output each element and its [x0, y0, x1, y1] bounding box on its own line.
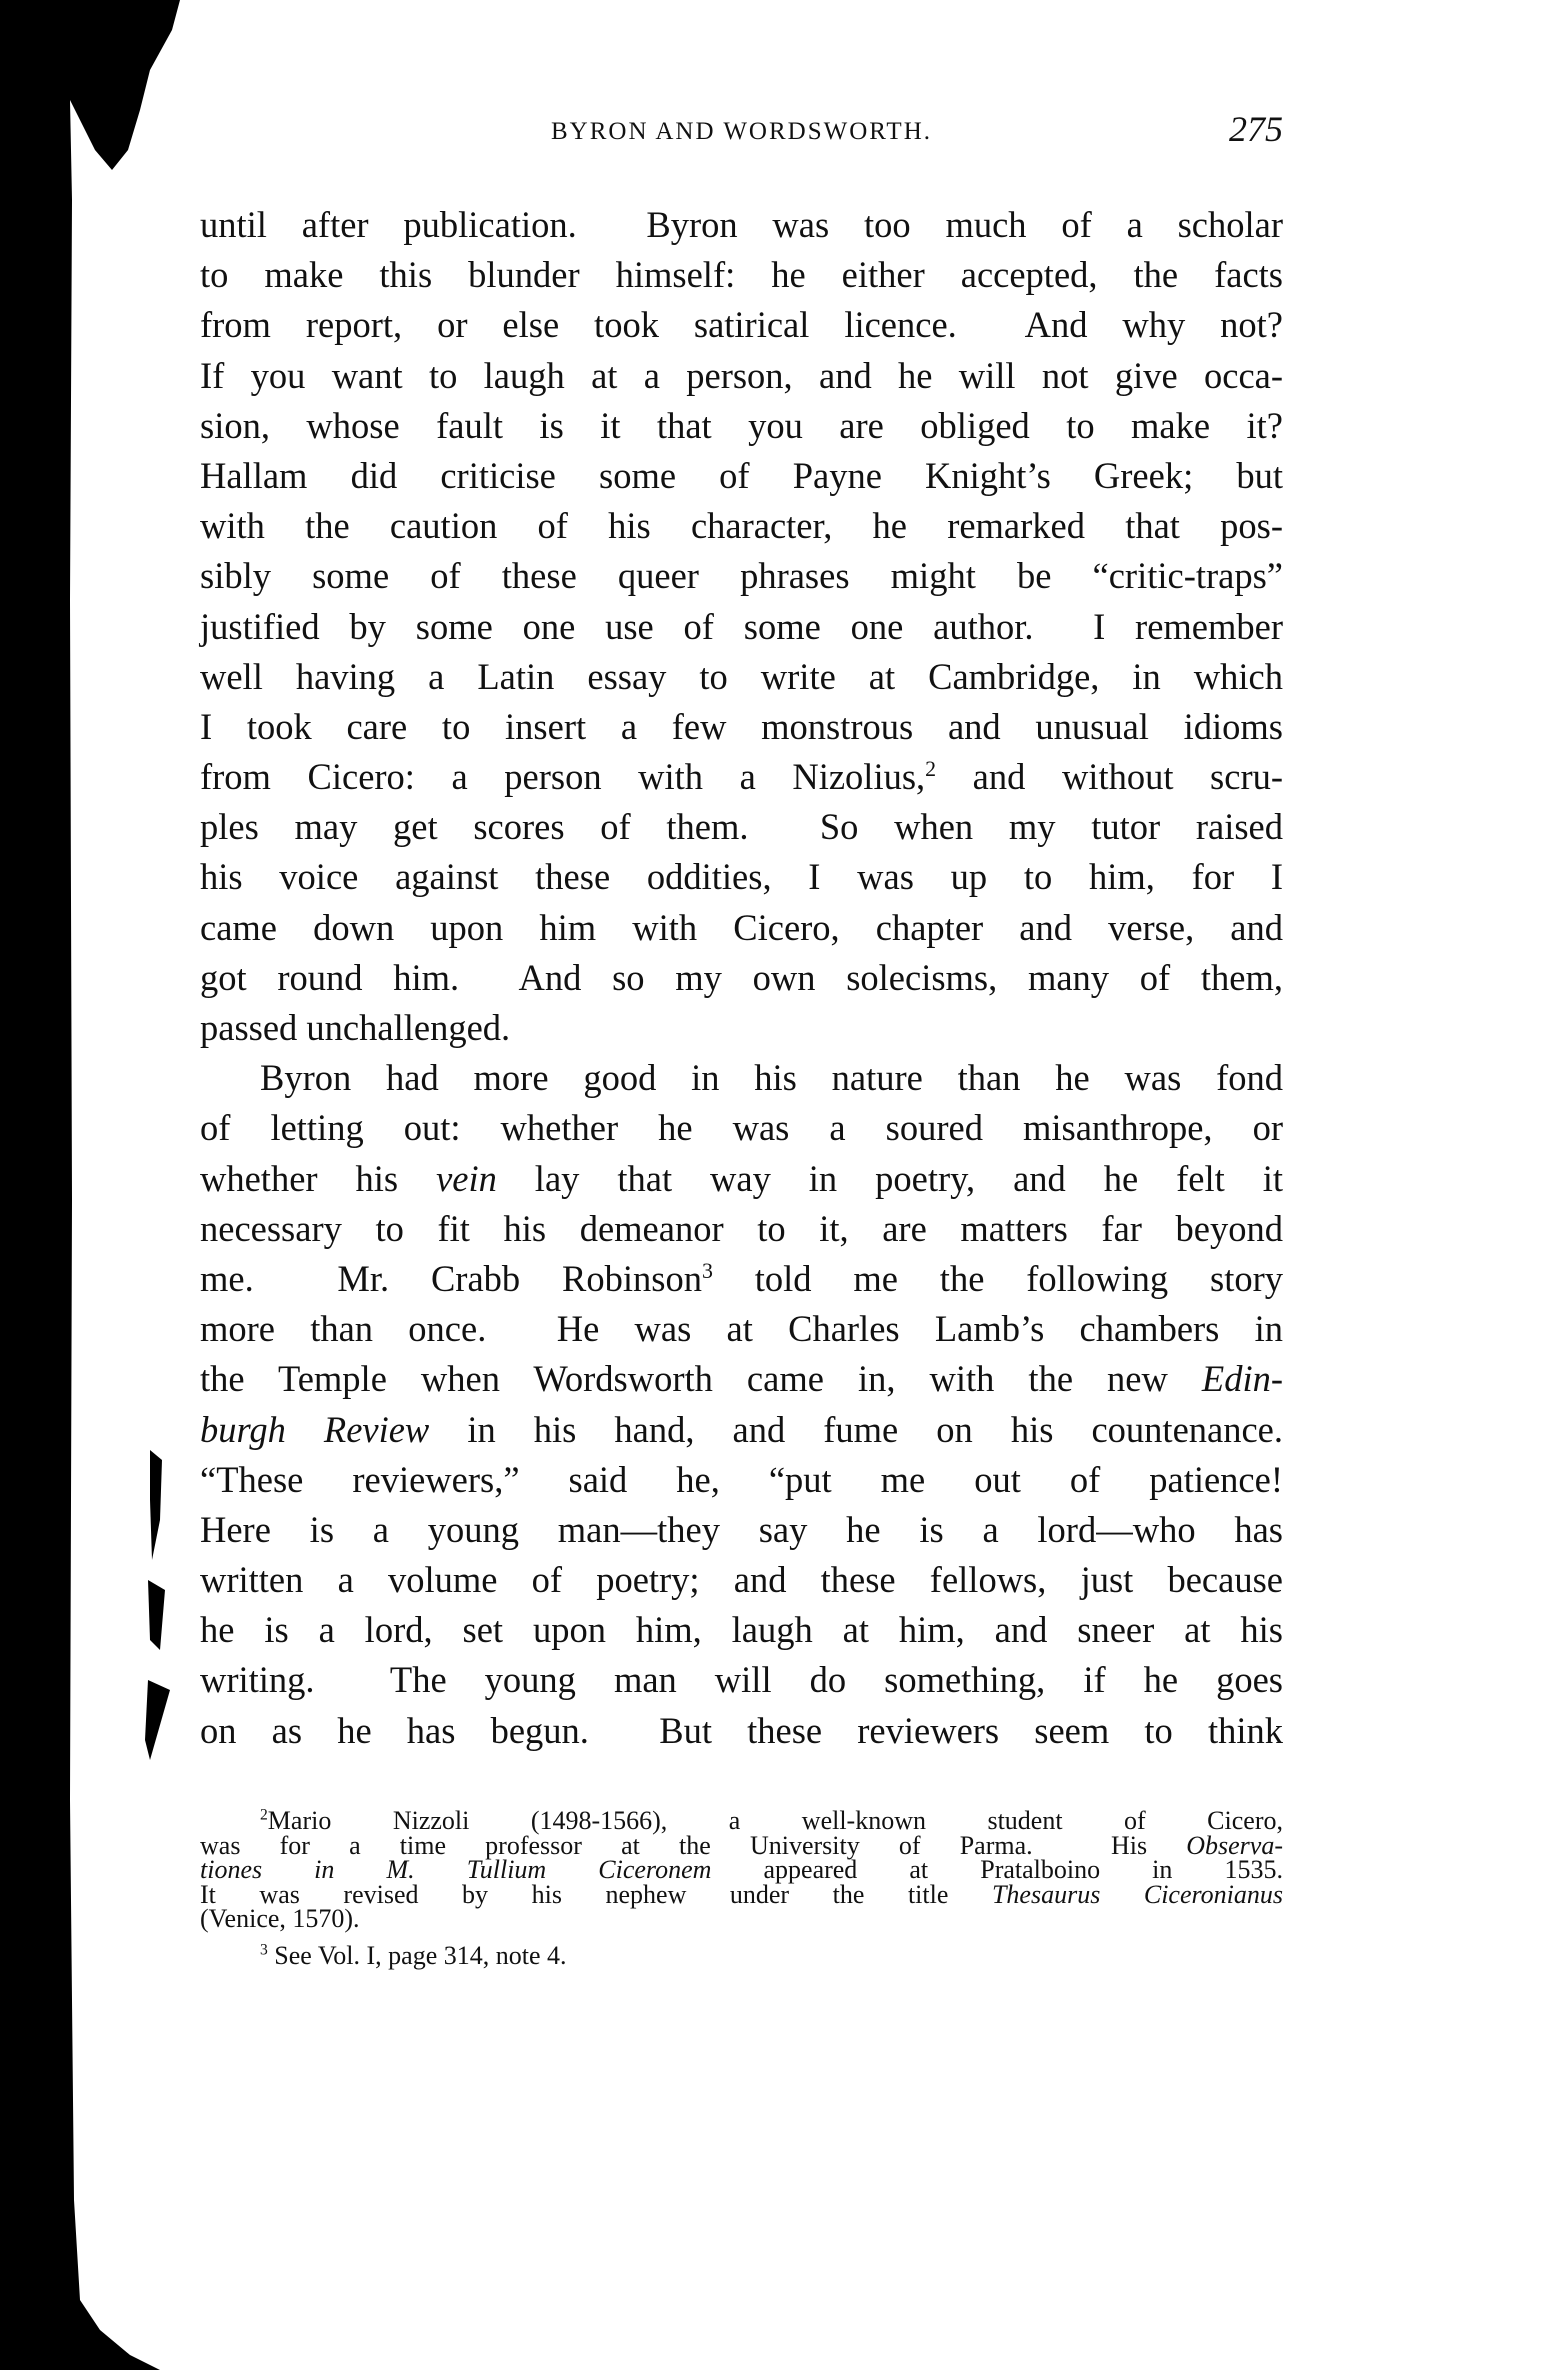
text-segment: well having a Latin essay to write at Cambridge, in which	[200, 655, 1283, 697]
italic-text: Edin-	[1201, 1358, 1283, 1400]
text-line	[200, 1053, 1283, 1103]
italic-text: tiones in M. Tullium Ciceronem	[200, 1855, 712, 1884]
text-segment: from Cicero: a person with a Nizolius,	[200, 756, 926, 798]
text-segment: more than once. He was at Charles Lamb’s chambers in	[200, 1308, 1283, 1350]
text-line	[200, 1555, 1283, 1605]
italic-text: vein	[436, 1157, 497, 1199]
text-segment: of letting out: whether he was a soured misanthrope, or	[200, 1107, 1283, 1149]
text-segment: whether his	[200, 1157, 437, 1199]
text-segment: came down upon him with Cicero, chapter and verse, and	[200, 906, 1283, 948]
text-segment: I took care to insert a few monstrous and unusual idioms	[200, 705, 1283, 747]
footnotes	[200, 1806, 1283, 1970]
text-segment: sibly some of these queer phrases might be “critic-traps”	[200, 555, 1283, 597]
text-line	[200, 551, 1283, 601]
text-line	[200, 852, 1283, 902]
text-segment: Mario Nizzoli (1498-1566), a well-known student of Cicero,	[267, 1806, 1283, 1835]
page-number: 275	[1229, 109, 1283, 149]
text-segment: See Vol. I, page 314, note 4.	[267, 1940, 567, 1970]
text-segment: his voice against these oddities, I was up to him, for I	[200, 856, 1283, 898]
text-line	[200, 1605, 1283, 1655]
text-line	[200, 1103, 1283, 1153]
text-line	[200, 702, 1283, 752]
footnote-marker: 3	[260, 1940, 268, 1958]
text-segment: necessary to fit his demeanor to it, are matters far beyond	[200, 1207, 1283, 1249]
text-segment: the Temple when Wordsworth came in, with the new	[200, 1358, 1202, 1400]
text-segment: with the caution of his character, he remarked that pos-	[200, 505, 1283, 547]
text-line	[200, 903, 1283, 953]
text-segment: justified by some one use of some one author. I remember	[200, 605, 1283, 647]
text-segment: It was revised by his nephew under the title	[200, 1879, 992, 1909]
page-header	[200, 108, 1283, 158]
text-line	[200, 451, 1283, 501]
text-line	[200, 1204, 1283, 1254]
footnote-line	[200, 1879, 1283, 1909]
footnote-line	[200, 1857, 1283, 1882]
text-line	[200, 802, 1283, 852]
text-segment: If you want to laugh at a person, and he will not give occa-	[200, 354, 1283, 396]
text-segment: sion, whose fault is it that you are obliged to make it?	[200, 404, 1283, 446]
text-segment: lay that way in poetry, and he felt it	[496, 1157, 1283, 1199]
italic-text: Observa-	[1186, 1830, 1283, 1860]
text-line	[200, 602, 1283, 652]
text-segment: written a volume of poetry; and these fellows, just because	[200, 1559, 1283, 1601]
text-segment: got round him. And so my own solecisms, many of them,	[200, 956, 1283, 998]
italic-text: Thesaurus Ciceronianus	[991, 1879, 1283, 1909]
text-segment: (Venice, 1570).	[200, 1904, 360, 1933]
text-line	[200, 1655, 1283, 1705]
text-line	[200, 1455, 1283, 1505]
text-line	[200, 652, 1283, 702]
text-segment: “These reviewers,” said he, “put me out of patience!	[200, 1458, 1283, 1500]
italic-text: burgh Review	[200, 1408, 430, 1450]
text-segment: passed unchallenged.	[200, 1007, 511, 1048]
footnote-marker: 2	[260, 1806, 268, 1824]
footnote-line	[200, 1906, 1283, 1931]
text-segment: on as he has begun. But these reviewers seem to think	[200, 1709, 1283, 1751]
text-line	[200, 200, 1283, 250]
text-line	[200, 351, 1283, 401]
text-line	[200, 1354, 1283, 1404]
text-line	[200, 953, 1283, 1003]
text-segment: Here is a young man—they say he is a lord—who has	[200, 1508, 1283, 1550]
footnote-line	[200, 1808, 1283, 1833]
text-line	[200, 1254, 1283, 1304]
body-text	[200, 200, 1283, 1756]
text-segment: Byron had more good in his nature than he was fond	[260, 1057, 1283, 1099]
text-line	[200, 1405, 1283, 1455]
text-segment: appeared at Pratalboino in 1535.	[711, 1855, 1283, 1884]
text-segment: to make this blunder himself: he either accepted, the facts	[200, 254, 1283, 296]
text-line	[200, 401, 1283, 451]
text-line	[200, 1706, 1283, 1756]
text-segment: ples may get scores of them. So when my tutor raised	[200, 806, 1283, 848]
text-segment: was for a time professor at the University of Parma. His	[200, 1830, 1187, 1860]
text-segment: Hallam did criticise some of Payne Knight’s Greek; but	[200, 454, 1283, 496]
scanned-binding-edge	[0, 0, 200, 2370]
text-line	[200, 1003, 1283, 1053]
text-segment: until after publication. Byron was too much of a scholar	[200, 204, 1283, 245]
footnote-marker: 3	[701, 1257, 713, 1283]
text-line	[200, 501, 1283, 551]
text-line	[200, 1304, 1283, 1354]
text-line	[200, 300, 1283, 350]
text-segment: told me the following story	[712, 1257, 1284, 1299]
footnote-line	[200, 1940, 1283, 1970]
text-line	[200, 752, 1283, 802]
text-segment: and without scru-	[936, 756, 1284, 798]
text-segment: in his hand, and fume on his countenance.	[429, 1408, 1283, 1450]
text-segment: he is a lord, set upon him, laugh at him, and sneer at his	[200, 1609, 1283, 1651]
footnote-marker: 2	[925, 755, 937, 781]
footnote-line	[200, 1830, 1283, 1860]
text-line	[200, 250, 1283, 300]
text-segment: from report, or else took satirical licence. And why not?	[200, 304, 1283, 346]
text-line	[200, 1505, 1283, 1555]
text-line	[200, 1154, 1283, 1204]
text-segment: me. Mr. Crabb Robinson	[200, 1257, 702, 1299]
running-title: BYRON AND WORDSWORTH.	[550, 118, 933, 145]
text-segment: writing. The young man will do something, if he goes	[200, 1659, 1283, 1701]
